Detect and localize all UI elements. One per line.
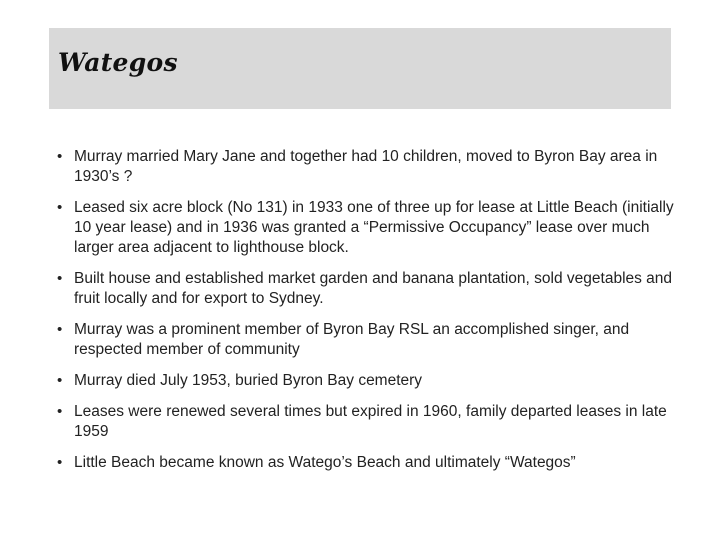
bullet-text: Murray was a prominent member of Byron Bay RSL an accomplished singer, and respected member of community bbox=[74, 321, 630, 358]
bullet-text: Leased six acre block (No 131) in 1933 one of three up for lease at Little Beach (initially 10 year lease) and in 1936 was granted a “Permissive Occupancy” lease over much larger area adjacent to lighthouse block. bbox=[74, 199, 674, 256]
bullet-text: Murray married Mary Jane and together had 10 children, moved to Byron Bay area in 1930’s ? bbox=[74, 148, 658, 185]
bullet-item bbox=[56, 320, 676, 360]
slide-title: Wategos bbox=[58, 48, 178, 77]
bullet-dot-icon: • bbox=[57, 148, 63, 165]
bullet-dot-icon: • bbox=[57, 270, 63, 287]
bullet-item bbox=[56, 371, 676, 391]
bullet-item bbox=[56, 402, 676, 442]
bullet-text: Little Beach became known as Watego’s Beach and ultimately “Wategos” bbox=[74, 454, 576, 471]
bullet-text: Leases were renewed several times but expired in 1960, family departed leases in late 1959 bbox=[74, 403, 667, 440]
bullet-item bbox=[56, 198, 676, 258]
bullet-text: Built house and established market garden and banana plantation, sold vegetables and fruit locally and for export to Sydney. bbox=[74, 270, 673, 307]
bullet-dot-icon: • bbox=[57, 199, 63, 216]
bullet-item bbox=[56, 147, 676, 187]
title-bar bbox=[49, 28, 671, 109]
bullet-item bbox=[56, 453, 676, 473]
bullet-dot-icon: • bbox=[57, 372, 63, 389]
bullet-dot-icon: • bbox=[57, 403, 63, 420]
bullet-dot-icon: • bbox=[57, 321, 63, 338]
bullet-text: Murray died July 1953, buried Byron Bay cemetery bbox=[74, 372, 423, 389]
bullet-dot-icon: • bbox=[57, 454, 63, 471]
bullet-item bbox=[56, 269, 676, 309]
bullet-list bbox=[56, 147, 676, 484]
